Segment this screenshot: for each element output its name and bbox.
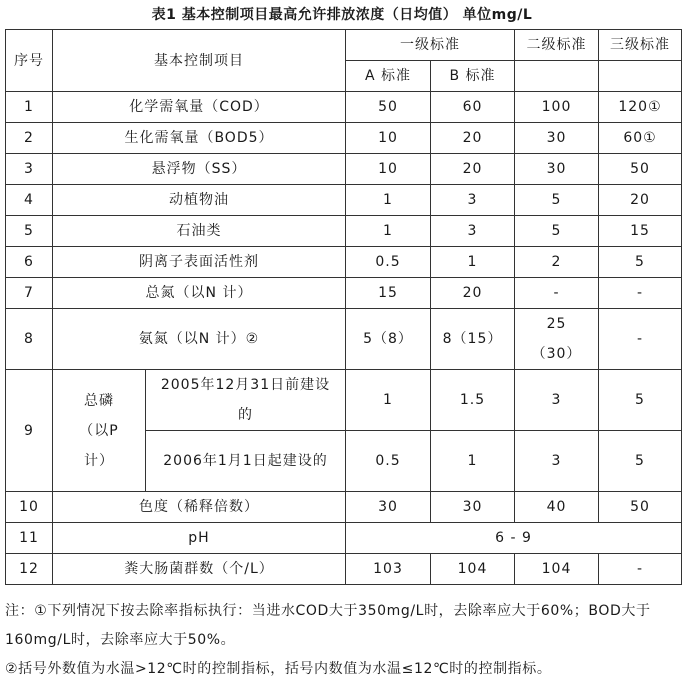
notes <box>5 597 681 684</box>
header-grade1: 一级标准 <box>346 30 515 61</box>
emission-standard-table <box>5 29 682 585</box>
row-subitem: 2005年12月31日前建设的 <box>146 370 346 431</box>
row-item: 生化需氧量（BOD5） <box>53 123 346 154</box>
row-grade1a: 30 <box>346 492 431 523</box>
row-no: 9 <box>6 370 53 492</box>
row-grade1a: 5（8） <box>346 309 431 370</box>
row-grade1a: 1 <box>346 216 431 247</box>
row-no: 5 <box>6 216 53 247</box>
row-grade1b: 3 <box>431 216 515 247</box>
row-no: 1 <box>6 92 53 123</box>
note-1: 注：①下列情况下按去除率指标执行：当进水COD大于350mg/L时，去除率应大于60%；BOD大于160mg/L时，去除率应大于50%。 <box>5 603 651 648</box>
row-grade3: - <box>599 278 682 309</box>
row-grade2: 100 <box>515 92 599 123</box>
table-title: 表1 基本控制项目最高允许排放浓度（日均值） 单位mg/L <box>151 7 533 23</box>
row-item: 总磷（以P计） <box>53 370 146 492</box>
row-item: 阴离子表面活性剂 <box>53 247 346 278</box>
row-grade2: 25（30） <box>515 309 599 370</box>
header-item: 基本控制项目 <box>53 30 346 92</box>
row-item: 色度（稀释倍数） <box>53 492 346 523</box>
row-grade1b: 104 <box>431 554 515 585</box>
row-no: 10 <box>6 492 53 523</box>
row-grade1b: 1 <box>431 247 515 278</box>
row-grade2: - <box>515 278 599 309</box>
row-ph-value: 6 - 9 <box>346 523 682 554</box>
table-row <box>6 492 682 523</box>
row-grade1a: 1 <box>346 185 431 216</box>
row-grade2: 5 <box>515 216 599 247</box>
table-row <box>6 154 682 185</box>
header-no: 序号 <box>6 30 53 92</box>
row-grade1a: 0.5 <box>346 431 431 492</box>
row-grade1a: 1 <box>346 370 431 431</box>
header-grade2-blank <box>515 61 599 92</box>
row-grade3: 5 <box>599 247 682 278</box>
row-grade1b: 3 <box>431 185 515 216</box>
row-grade2: 30 <box>515 154 599 185</box>
row-subitem: 2006年1月1日起建设的 <box>146 431 346 492</box>
row-item: 石油类 <box>53 216 346 247</box>
row-grade1b: 20 <box>431 154 515 185</box>
row-grade1a: 10 <box>346 123 431 154</box>
row-item: 化学需氧量（COD） <box>53 92 346 123</box>
table-row <box>6 185 682 216</box>
row-grade3: 15 <box>599 216 682 247</box>
header-grade1b: B 标准 <box>431 61 515 92</box>
row-grade3: 120① <box>599 92 682 123</box>
row-grade3: 50 <box>599 492 682 523</box>
row-item: pH <box>53 523 346 554</box>
row-item: 动植物油 <box>53 185 346 216</box>
row-item: 悬浮物（SS） <box>53 154 346 185</box>
row-grade1a: 10 <box>346 154 431 185</box>
table-row <box>6 216 682 247</box>
row-item: 粪大肠菌群数（个/L） <box>53 554 346 585</box>
table-row <box>6 370 682 431</box>
table-row <box>6 523 682 554</box>
row-grade2: 104 <box>515 554 599 585</box>
row-grade1a: 0.5 <box>346 247 431 278</box>
table-row <box>6 247 682 278</box>
row-no: 7 <box>6 278 53 309</box>
table-row <box>6 123 682 154</box>
header-grade2: 二级标准 <box>515 30 599 61</box>
header-grade3-blank <box>599 61 682 92</box>
row-item: 氨氮（以N 计）② <box>53 309 346 370</box>
row-grade2: 5 <box>515 185 599 216</box>
row-grade3: - <box>599 554 682 585</box>
row-no: 6 <box>6 247 53 278</box>
row-grade3: 60① <box>599 123 682 154</box>
row-grade1a: 50 <box>346 92 431 123</box>
row-grade1a: 15 <box>346 278 431 309</box>
row-grade1b: 20 <box>431 123 515 154</box>
row-grade2: 30 <box>515 123 599 154</box>
row-grade1b: 60 <box>431 92 515 123</box>
note-2: ②括号外数值为水温>12℃时的控制指标，括号内数值为水温≤12℃时的控制指标。 <box>5 661 552 677</box>
table-row <box>6 309 682 370</box>
row-grade1b: 1 <box>431 431 515 492</box>
row-grade1b: 20 <box>431 278 515 309</box>
row-no: 3 <box>6 154 53 185</box>
row-grade3: 5 <box>599 431 682 492</box>
header-grade3: 三级标准 <box>599 30 682 61</box>
row-grade2: 2 <box>515 247 599 278</box>
table-row <box>6 554 682 585</box>
row-no: 8 <box>6 309 53 370</box>
row-no: 11 <box>6 523 53 554</box>
header-grade1a: A 标准 <box>346 61 431 92</box>
row-grade2: 3 <box>515 431 599 492</box>
row-grade2: 3 <box>515 370 599 431</box>
table-row <box>6 278 682 309</box>
row-grade1b: 1.5 <box>431 370 515 431</box>
row-grade1b: 8（15） <box>431 309 515 370</box>
row-grade3: 50 <box>599 154 682 185</box>
row-grade1a: 103 <box>346 554 431 585</box>
row-grade2: 40 <box>515 492 599 523</box>
row-grade3: 5 <box>599 370 682 431</box>
row-no: 12 <box>6 554 53 585</box>
row-grade3: - <box>599 309 682 370</box>
row-grade1b: 30 <box>431 492 515 523</box>
row-grade3: 20 <box>599 185 682 216</box>
header-row <box>6 30 682 61</box>
row-item: 总氮（以N 计） <box>53 278 346 309</box>
table-row <box>6 92 682 123</box>
row-no: 4 <box>6 185 53 216</box>
row-no: 2 <box>6 123 53 154</box>
